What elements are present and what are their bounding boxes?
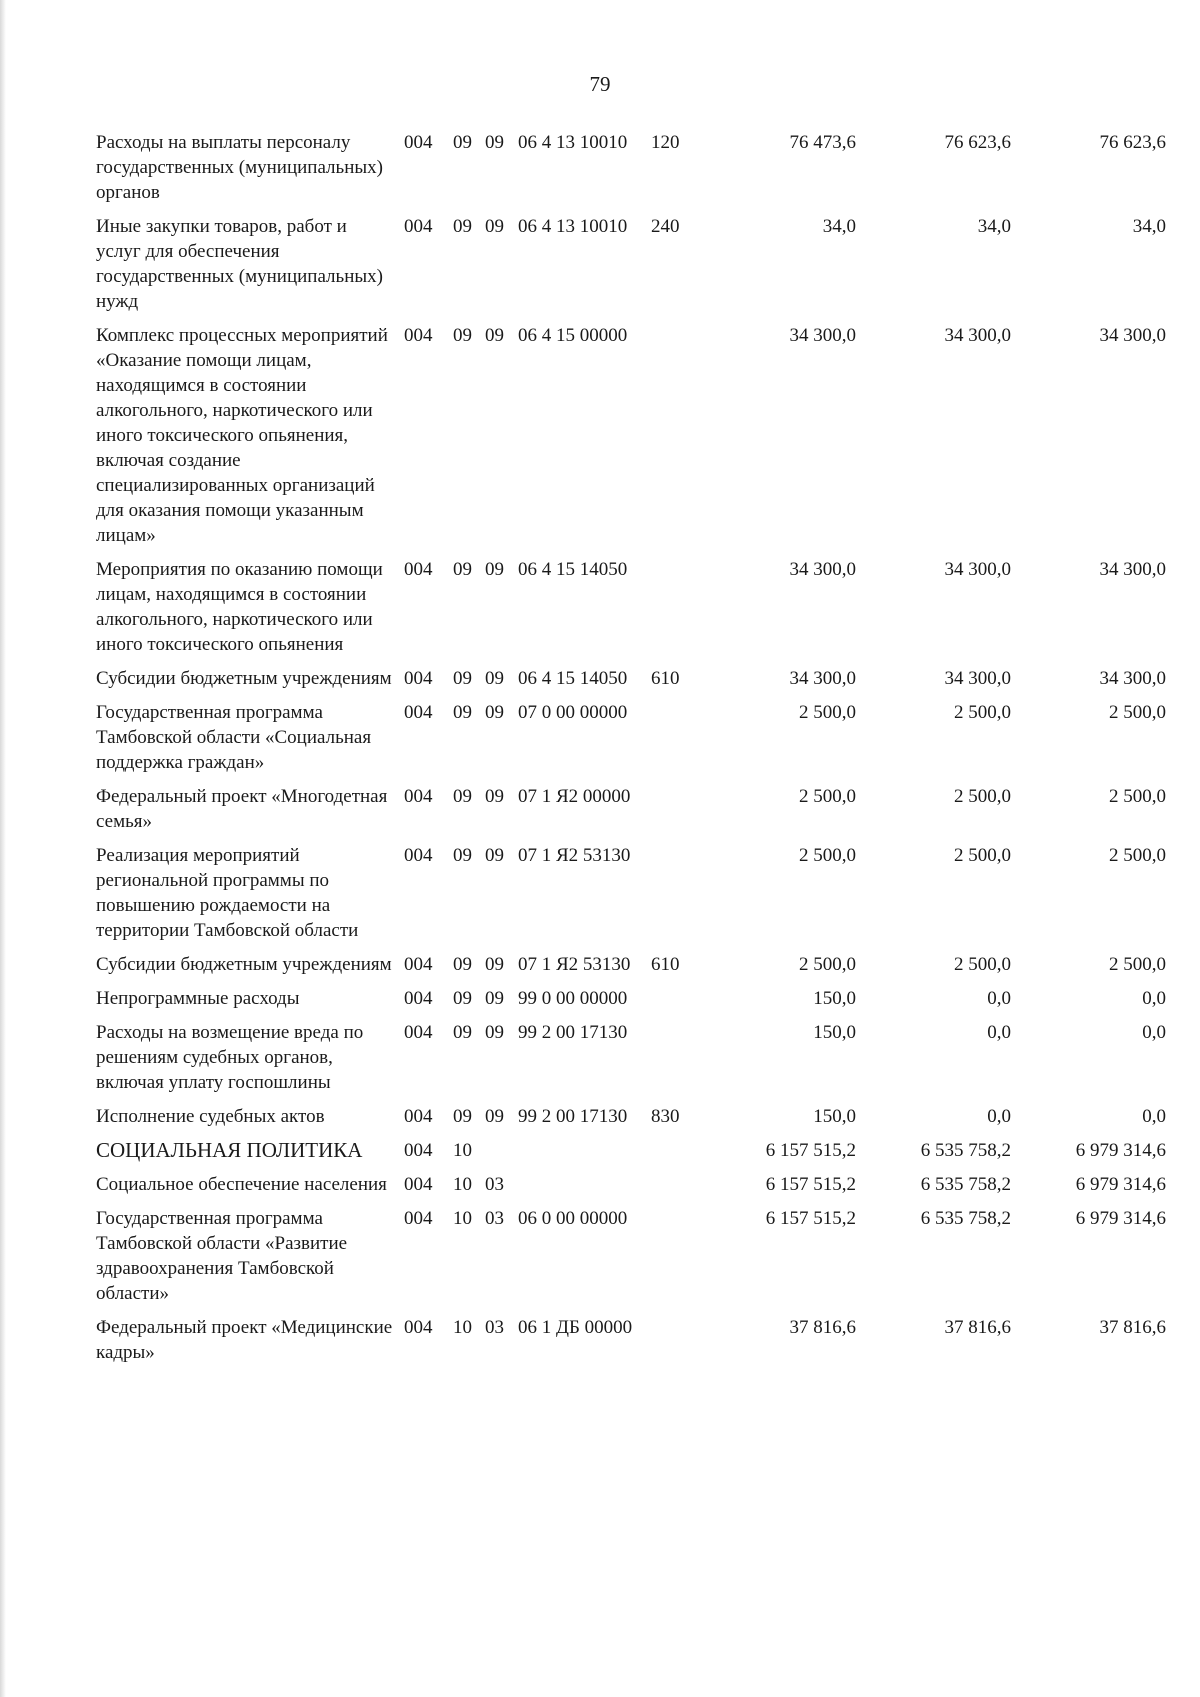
target-article-code: 06 4 15 00000 <box>518 325 628 346</box>
ved-code: 004 <box>404 954 433 975</box>
table-body <box>96 130 1176 1374</box>
expense-type-code <box>651 700 706 784</box>
ved-code: 004 <box>404 845 433 866</box>
row-name: Исполнение судебных актов <box>96 1106 325 1127</box>
expense-type-code <box>651 323 706 557</box>
expense-type-code: 830 <box>651 1106 680 1127</box>
table-row <box>96 1104 1176 1138</box>
row-name: Федеральный проект «Медицинские кадры» <box>96 1317 393 1363</box>
row-name: СОЦИАЛЬНАЯ ПОЛИТИКА <box>96 1138 363 1162</box>
section-code: 09 <box>453 786 472 807</box>
expense-type-code: 240 <box>651 216 680 237</box>
amount-year-1: 76 473,6 <box>789 132 856 153</box>
target-article-code: 07 1 Я2 53130 <box>518 954 631 975</box>
amount-year-3: 6 979 314,6 <box>1075 1140 1166 1161</box>
table-row <box>96 666 1176 700</box>
ved-code: 004 <box>404 216 433 237</box>
expense-type-code: 610 <box>651 954 680 975</box>
row-name: Федеральный проект «Многодетная семья» <box>96 786 388 832</box>
section-code: 10 <box>453 1140 472 1161</box>
expense-type-code: 120 <box>651 132 680 153</box>
row-name: Субсидии бюджетным учреждениям <box>96 954 392 975</box>
table-row <box>96 1020 1176 1104</box>
expense-type-code <box>651 1138 706 1172</box>
table-row <box>96 784 1176 843</box>
row-name: Субсидии бюджетным учреждениям <box>96 668 392 689</box>
amount-year-2: 0,0 <box>987 1022 1011 1043</box>
ved-code: 004 <box>404 668 433 689</box>
amount-year-2: 2 500,0 <box>954 702 1011 723</box>
amount-year-3: 6 979 314,6 <box>1075 1174 1166 1195</box>
ved-code: 004 <box>404 1140 433 1161</box>
subsection-code: 09 <box>485 954 504 975</box>
amount-year-2: 34 300,0 <box>944 325 1011 346</box>
amount-year-3: 34 300,0 <box>1099 325 1166 346</box>
amount-year-2: 2 500,0 <box>954 845 1011 866</box>
ved-code: 004 <box>404 1022 433 1043</box>
subsection-code: 09 <box>485 325 504 346</box>
amount-year-2: 34 300,0 <box>944 668 1011 689</box>
ved-code: 004 <box>404 1317 433 1338</box>
table-row <box>96 700 1176 784</box>
table-row <box>96 1206 1176 1315</box>
expense-type-code <box>651 1172 706 1206</box>
expense-type-code <box>651 557 706 666</box>
target-article-code: 99 2 00 17130 <box>518 1106 628 1127</box>
amount-year-1: 6 157 515,2 <box>765 1174 856 1195</box>
ved-code: 004 <box>404 988 433 1009</box>
expense-type-code <box>651 1020 706 1104</box>
amount-year-1: 34,0 <box>822 216 856 237</box>
subsection-code: 09 <box>485 702 504 723</box>
amount-year-2: 2 500,0 <box>954 786 1011 807</box>
section-code: 09 <box>453 988 472 1009</box>
amount-year-2: 0,0 <box>987 1106 1011 1127</box>
target-article-code: 99 2 00 17130 <box>518 1022 628 1043</box>
row-name: Расходы на выплаты персоналу государственных (муниципальных) органов <box>96 132 383 203</box>
subsection-code: 03 <box>485 1174 504 1195</box>
target-article-code: 99 0 00 00000 <box>518 988 628 1009</box>
amount-year-1: 34 300,0 <box>789 668 856 689</box>
page-number: 79 <box>589 72 611 96</box>
expense-type-code <box>651 843 706 952</box>
section-code: 09 <box>453 559 472 580</box>
budget-table <box>96 130 1176 1374</box>
target-article-code: 07 1 Я2 00000 <box>518 786 631 807</box>
subsection-code: 09 <box>485 1106 504 1127</box>
table-row <box>96 323 1176 557</box>
subsection-code: 03 <box>485 1317 504 1338</box>
subsection-code: 09 <box>485 668 504 689</box>
target-article-code: 07 0 00 00000 <box>518 702 628 723</box>
row-name: Государственная программа Тамбовской области «Социальная поддержка граждан» <box>96 702 372 773</box>
row-name: Комплекс процессных мероприятий «Оказание помощи лицам, находящимся в состоянии алкогольного, наркотического или иного токсического опьянения, включая создание специализированных организаций для оказания помощи указанным лицам» <box>96 325 388 546</box>
target-article-code <box>518 1172 651 1206</box>
subsection-code: 09 <box>485 786 504 807</box>
subsection-code: 09 <box>485 845 504 866</box>
ved-code: 004 <box>404 1106 433 1127</box>
ved-code: 004 <box>404 325 433 346</box>
row-name: Реализация мероприятий региональной программы по повышению рождаемости на территории Тамбовской области <box>96 845 359 941</box>
amount-year-2: 6 535 758,2 <box>920 1140 1011 1161</box>
section-code: 10 <box>453 1208 472 1229</box>
ved-code: 004 <box>404 559 433 580</box>
section-code: 09 <box>453 325 472 346</box>
table-row <box>96 843 1176 952</box>
amount-year-3: 6 979 314,6 <box>1075 1208 1166 1229</box>
table-row <box>96 1315 1176 1374</box>
target-article-code <box>518 1138 651 1172</box>
amount-year-1: 2 500,0 <box>799 786 856 807</box>
amount-year-1: 37 816,6 <box>789 1317 856 1338</box>
row-name: Государственная программа Тамбовской области «Развитие здравоохранения Тамбовской области» <box>96 1208 348 1304</box>
target-article-code: 06 0 00 00000 <box>518 1208 628 1229</box>
amount-year-1: 150,0 <box>813 1022 856 1043</box>
amount-year-1: 6 157 515,2 <box>765 1140 856 1161</box>
section-code: 09 <box>453 1106 472 1127</box>
row-name: Расходы на возмещение вреда по решениям судебных органов, включая уплату госпошлины <box>96 1022 364 1093</box>
subsection-code <box>485 1138 518 1172</box>
amount-year-3: 34 300,0 <box>1099 668 1166 689</box>
amount-year-3: 76 623,6 <box>1099 132 1166 153</box>
ved-code: 004 <box>404 132 433 153</box>
row-name: Непрограммные расходы <box>96 988 300 1009</box>
amount-year-3: 34 300,0 <box>1099 559 1166 580</box>
row-name: Иные закупки товаров, работ и услуг для обеспечения государственных (муниципальных) нужд <box>96 216 383 312</box>
ved-code: 004 <box>404 786 433 807</box>
amount-year-3: 0,0 <box>1142 1106 1166 1127</box>
amount-year-3: 2 500,0 <box>1109 786 1166 807</box>
table-row <box>96 986 1176 1020</box>
amount-year-3: 2 500,0 <box>1109 954 1166 975</box>
amount-year-2: 6 535 758,2 <box>920 1174 1011 1195</box>
amount-year-2: 0,0 <box>987 988 1011 1009</box>
amount-year-2: 34,0 <box>977 216 1011 237</box>
section-code: 09 <box>453 1022 472 1043</box>
amount-year-3: 34,0 <box>1132 216 1166 237</box>
subsection-code: 03 <box>485 1208 504 1229</box>
target-article-code: 06 1 ДБ 00000 <box>518 1317 633 1338</box>
expense-type-code <box>651 784 706 843</box>
section-code: 09 <box>453 954 472 975</box>
target-article-code: 06 4 15 14050 <box>518 559 628 580</box>
section-code: 10 <box>453 1174 472 1195</box>
table-row <box>96 1138 1176 1172</box>
amount-year-2: 2 500,0 <box>954 954 1011 975</box>
table-row <box>96 130 1176 214</box>
table-row <box>96 952 1176 986</box>
expense-type-code <box>651 986 706 1020</box>
target-article-code: 06 4 15 14050 <box>518 668 628 689</box>
amount-year-1: 150,0 <box>813 1106 856 1127</box>
ved-code: 004 <box>404 1174 433 1195</box>
table-row <box>96 1172 1176 1206</box>
amount-year-3: 0,0 <box>1142 988 1166 1009</box>
amount-year-2: 6 535 758,2 <box>920 1208 1011 1229</box>
subsection-code: 09 <box>485 988 504 1009</box>
amount-year-1: 2 500,0 <box>799 702 856 723</box>
target-article-code: 07 1 Я2 53130 <box>518 845 631 866</box>
row-name: Мероприятия по оказанию помощи лицам, находящимся в состоянии алкогольного, наркотического или иного токсического опьянения <box>96 559 383 655</box>
expense-type-code <box>651 1315 706 1374</box>
amount-year-2: 37 816,6 <box>944 1317 1011 1338</box>
table-row <box>96 557 1176 666</box>
amount-year-1: 6 157 515,2 <box>765 1208 856 1229</box>
section-code: 09 <box>453 668 472 689</box>
subsection-code: 09 <box>485 559 504 580</box>
amount-year-3: 2 500,0 <box>1109 702 1166 723</box>
subsection-code: 09 <box>485 132 504 153</box>
amount-year-1: 34 300,0 <box>789 325 856 346</box>
target-article-code: 06 4 13 10010 <box>518 216 628 237</box>
amount-year-2: 34 300,0 <box>944 559 1011 580</box>
amount-year-1: 150,0 <box>813 988 856 1009</box>
section-code: 09 <box>453 132 472 153</box>
ved-code: 004 <box>404 702 433 723</box>
section-code: 09 <box>453 702 472 723</box>
target-article-code: 06 4 13 10010 <box>518 132 628 153</box>
amount-year-1: 2 500,0 <box>799 845 856 866</box>
subsection-code: 09 <box>485 1022 504 1043</box>
expense-type-code: 610 <box>651 668 680 689</box>
section-code: 09 <box>453 845 472 866</box>
section-code: 09 <box>453 216 472 237</box>
amount-year-3: 0,0 <box>1142 1022 1166 1043</box>
amount-year-1: 2 500,0 <box>799 954 856 975</box>
amount-year-2: 76 623,6 <box>944 132 1011 153</box>
section-code: 10 <box>453 1317 472 1338</box>
ved-code: 004 <box>404 1208 433 1229</box>
amount-year-1: 34 300,0 <box>789 559 856 580</box>
amount-year-3: 37 816,6 <box>1099 1317 1166 1338</box>
table-row <box>96 214 1176 323</box>
amount-year-3: 2 500,0 <box>1109 845 1166 866</box>
row-name: Социальное обеспечение населения <box>96 1174 387 1195</box>
expense-type-code <box>651 1206 706 1315</box>
scan-edge <box>0 0 6 1697</box>
subsection-code: 09 <box>485 216 504 237</box>
